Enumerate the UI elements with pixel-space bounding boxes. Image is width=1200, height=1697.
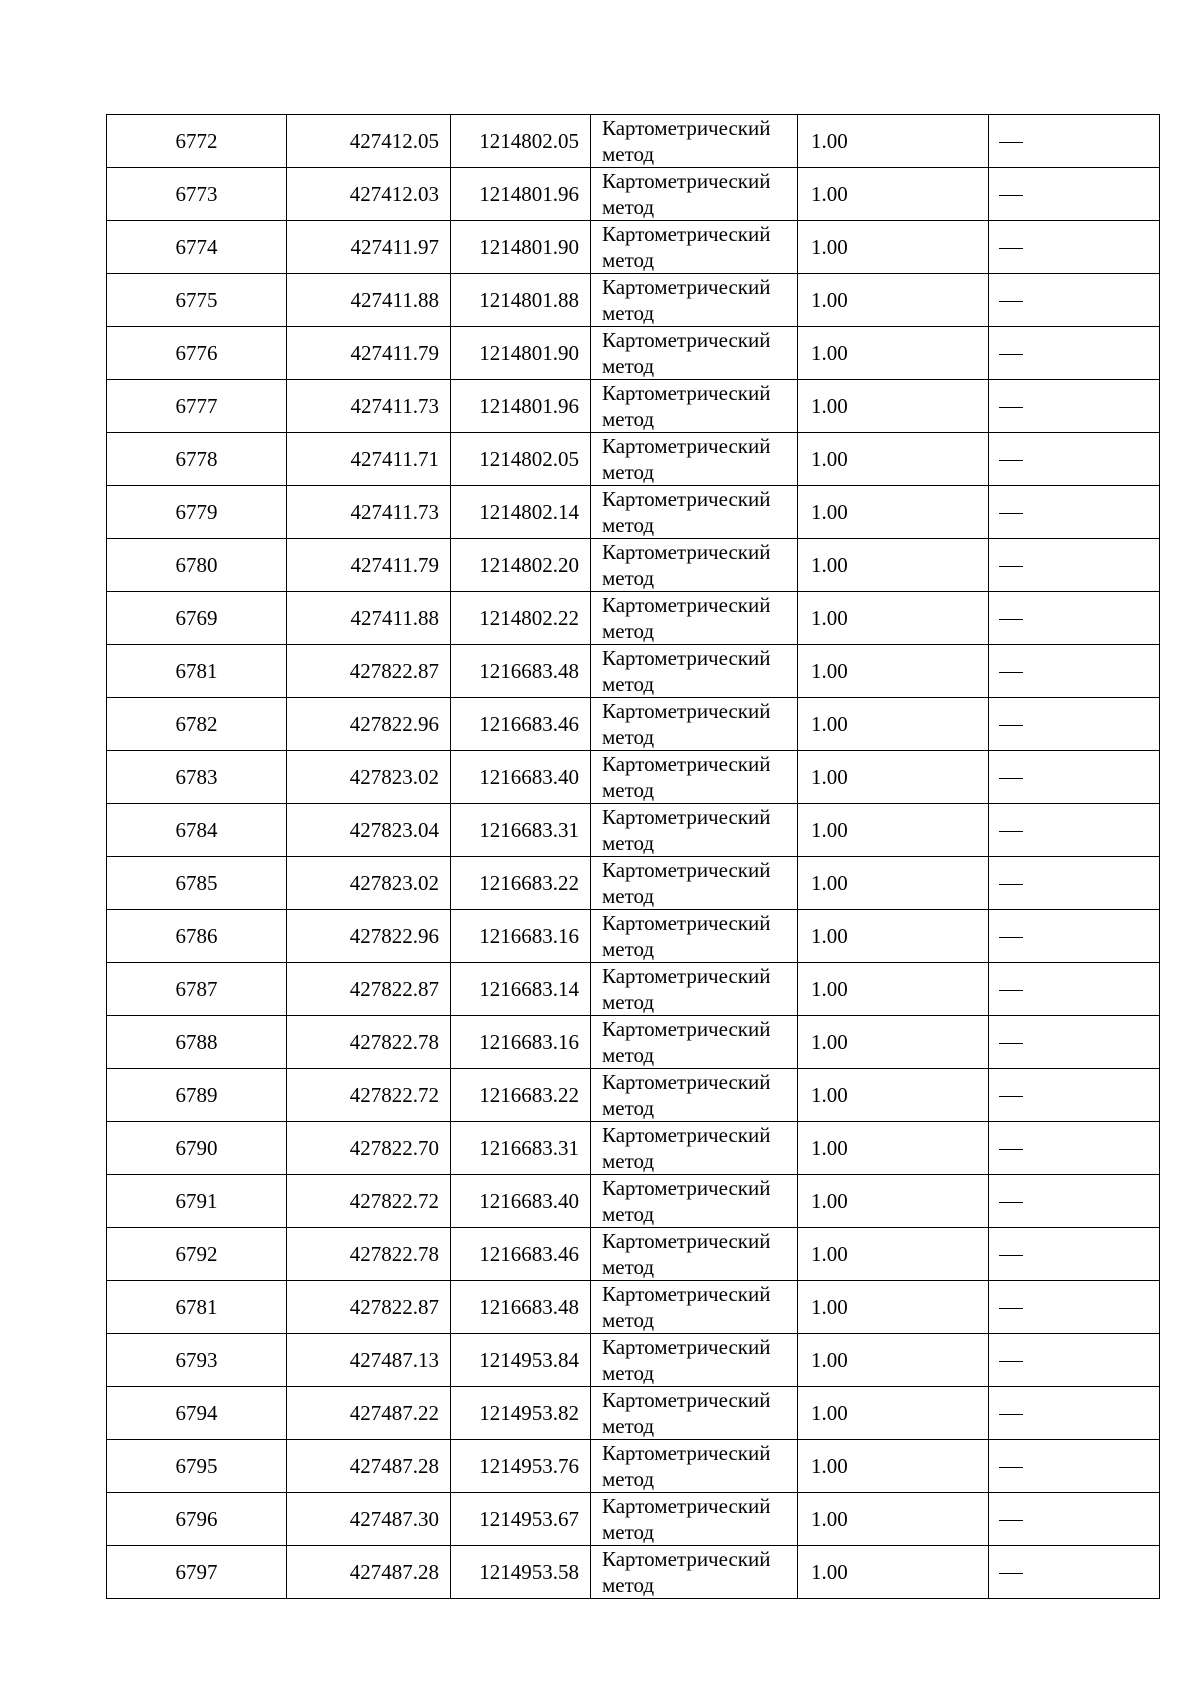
accuracy-cell: 1.00 [798, 1546, 989, 1599]
method-cell [591, 857, 798, 910]
x-coordinate-cell: 427822.96 [287, 910, 451, 963]
point-number-cell: 6789 [107, 1069, 287, 1122]
x-coordinate-cell: 427411.88 [287, 274, 451, 327]
method-line-1: Картометрический [602, 222, 771, 246]
description-cell [989, 221, 1160, 274]
method-line-1: Картометрический [602, 593, 771, 617]
dash-mark [999, 354, 1023, 355]
method-line-2: метод [602, 513, 655, 537]
accuracy-cell: 1.00 [798, 380, 989, 433]
point-number-cell: 6788 [107, 1016, 287, 1069]
x-coordinate-cell: 427822.72 [287, 1175, 451, 1228]
point-number-cell: 6785 [107, 857, 287, 910]
method-line-2: метод [602, 778, 655, 802]
x-coordinate-cell: 427822.70 [287, 1122, 451, 1175]
table-row [107, 698, 1160, 751]
description-cell [989, 1016, 1160, 1069]
accuracy-cell: 1.00 [798, 1493, 989, 1546]
method-line-1: Картометрический [602, 699, 771, 723]
table-row [107, 963, 1160, 1016]
method-line-2: метод [602, 884, 655, 908]
accuracy-cell: 1.00 [798, 539, 989, 592]
dash-mark [999, 672, 1023, 673]
method-cell [591, 539, 798, 592]
x-coordinate-cell: 427411.73 [287, 486, 451, 539]
y-coordinate-cell: 1216683.16 [451, 910, 591, 963]
method-line-2: метод [602, 1149, 655, 1173]
table-row [107, 115, 1160, 168]
dash-mark [999, 1043, 1023, 1044]
method-line-1: Картометрический [602, 1176, 771, 1200]
method-cell [591, 645, 798, 698]
dash-mark [999, 195, 1023, 196]
y-coordinate-cell: 1216683.31 [451, 1122, 591, 1175]
accuracy-cell: 1.00 [798, 221, 989, 274]
description-cell [989, 274, 1160, 327]
accuracy-cell: 1.00 [798, 751, 989, 804]
method-cell [591, 1281, 798, 1334]
method-line-1: Картометрический [602, 434, 771, 458]
method-line-2: метод [602, 1573, 655, 1597]
y-coordinate-cell: 1214802.14 [451, 486, 591, 539]
point-number-cell: 6782 [107, 698, 287, 751]
method-cell [591, 1069, 798, 1122]
table-row [107, 1440, 1160, 1493]
y-coordinate-cell: 1216683.31 [451, 804, 591, 857]
dash-mark [999, 407, 1023, 408]
method-cell [591, 1122, 798, 1175]
description-cell [989, 539, 1160, 592]
description-cell [989, 857, 1160, 910]
method-cell [591, 1493, 798, 1546]
description-cell [989, 1387, 1160, 1440]
accuracy-cell: 1.00 [798, 592, 989, 645]
description-cell [989, 963, 1160, 1016]
description-cell [989, 433, 1160, 486]
table-body [107, 115, 1160, 1599]
y-coordinate-cell: 1216683.14 [451, 963, 591, 1016]
accuracy-cell: 1.00 [798, 645, 989, 698]
method-cell [591, 1175, 798, 1228]
point-number-cell: 6774 [107, 221, 287, 274]
method-cell [591, 1016, 798, 1069]
method-line-2: метод [602, 672, 655, 696]
y-coordinate-cell: 1214953.84 [451, 1334, 591, 1387]
table-row [107, 592, 1160, 645]
method-line-2: метод [602, 619, 655, 643]
accuracy-cell: 1.00 [798, 1281, 989, 1334]
method-line-1: Картометрический [602, 911, 771, 935]
table-row [107, 1122, 1160, 1175]
point-number-cell: 6778 [107, 433, 287, 486]
dash-mark [999, 248, 1023, 249]
dash-mark [999, 990, 1023, 991]
y-coordinate-cell: 1214953.76 [451, 1440, 591, 1493]
point-number-cell: 6777 [107, 380, 287, 433]
x-coordinate-cell: 427412.03 [287, 168, 451, 221]
description-cell [989, 115, 1160, 168]
y-coordinate-cell: 1214801.96 [451, 380, 591, 433]
description-cell [989, 804, 1160, 857]
x-coordinate-cell: 427487.28 [287, 1440, 451, 1493]
table-row [107, 1016, 1160, 1069]
method-cell [591, 168, 798, 221]
dash-mark [999, 460, 1023, 461]
point-number-cell: 6786 [107, 910, 287, 963]
x-coordinate-cell: 427411.97 [287, 221, 451, 274]
x-coordinate-cell: 427822.87 [287, 1281, 451, 1334]
dash-mark [999, 1149, 1023, 1150]
coordinates-table [106, 114, 1160, 1599]
description-cell [989, 910, 1160, 963]
accuracy-cell: 1.00 [798, 1069, 989, 1122]
dash-mark [999, 142, 1023, 143]
accuracy-cell: 1.00 [798, 168, 989, 221]
y-coordinate-cell: 1214801.96 [451, 168, 591, 221]
method-line-2: метод [602, 1255, 655, 1279]
method-line-2: метод [602, 1096, 655, 1120]
method-line-1: Картометрический [602, 487, 771, 511]
method-line-2: метод [602, 195, 655, 219]
method-cell [591, 380, 798, 433]
point-number-cell: 6772 [107, 115, 287, 168]
y-coordinate-cell: 1216683.16 [451, 1016, 591, 1069]
description-cell [989, 1334, 1160, 1387]
x-coordinate-cell: 427411.88 [287, 592, 451, 645]
method-cell [591, 327, 798, 380]
point-number-cell: 6795 [107, 1440, 287, 1493]
accuracy-cell: 1.00 [798, 1387, 989, 1440]
method-line-2: метод [602, 354, 655, 378]
dash-mark [999, 778, 1023, 779]
accuracy-cell: 1.00 [798, 910, 989, 963]
method-line-2: метод [602, 1308, 655, 1332]
x-coordinate-cell: 427487.28 [287, 1546, 451, 1599]
dash-mark [999, 1255, 1023, 1256]
x-coordinate-cell: 427411.71 [287, 433, 451, 486]
description-cell [989, 1546, 1160, 1599]
description-cell [989, 1122, 1160, 1175]
point-number-cell: 6787 [107, 963, 287, 1016]
x-coordinate-cell: 427822.72 [287, 1069, 451, 1122]
method-line-1: Картометрический [602, 1123, 771, 1147]
x-coordinate-cell: 427822.87 [287, 963, 451, 1016]
description-cell [989, 1493, 1160, 1546]
point-number-cell: 6783 [107, 751, 287, 804]
table-row [107, 804, 1160, 857]
point-number-cell: 6794 [107, 1387, 287, 1440]
method-line-2: метод [602, 407, 655, 431]
method-cell [591, 1387, 798, 1440]
table-row [107, 1546, 1160, 1599]
method-line-1: Картометрический [602, 275, 771, 299]
description-cell [989, 168, 1160, 221]
y-coordinate-cell: 1214953.58 [451, 1546, 591, 1599]
method-line-1: Картометрический [602, 964, 771, 988]
accuracy-cell: 1.00 [798, 698, 989, 751]
method-line-2: метод [602, 1467, 655, 1491]
x-coordinate-cell: 427411.79 [287, 539, 451, 592]
method-line-2: метод [602, 1414, 655, 1438]
y-coordinate-cell: 1214801.90 [451, 221, 591, 274]
y-coordinate-cell: 1216683.48 [451, 1281, 591, 1334]
method-line-1: Картометрический [602, 805, 771, 829]
method-line-1: Картометрический [602, 116, 771, 140]
dash-mark [999, 1573, 1023, 1574]
method-line-1: Картометрический [602, 381, 771, 405]
description-cell [989, 1228, 1160, 1281]
table-row [107, 327, 1160, 380]
method-cell [591, 1334, 798, 1387]
method-cell [591, 274, 798, 327]
description-cell [989, 1281, 1160, 1334]
dash-mark [999, 1520, 1023, 1521]
y-coordinate-cell: 1214801.90 [451, 327, 591, 380]
method-line-2: метод [602, 566, 655, 590]
x-coordinate-cell: 427822.78 [287, 1016, 451, 1069]
method-line-1: Картометрический [602, 1441, 771, 1465]
point-number-cell: 6790 [107, 1122, 287, 1175]
table-row [107, 433, 1160, 486]
accuracy-cell: 1.00 [798, 1122, 989, 1175]
accuracy-cell: 1.00 [798, 486, 989, 539]
y-coordinate-cell: 1216683.22 [451, 857, 591, 910]
method-line-1: Картометрический [602, 646, 771, 670]
method-line-2: метод [602, 937, 655, 961]
dash-mark [999, 1467, 1023, 1468]
y-coordinate-cell: 1214802.20 [451, 539, 591, 592]
table-row [107, 1228, 1160, 1281]
description-cell [989, 1175, 1160, 1228]
method-cell [591, 1228, 798, 1281]
accuracy-cell: 1.00 [798, 1228, 989, 1281]
x-coordinate-cell: 427823.04 [287, 804, 451, 857]
method-line-2: метод [602, 1520, 655, 1544]
table-row [107, 645, 1160, 698]
dash-mark [999, 725, 1023, 726]
table-row [107, 1493, 1160, 1546]
point-number-cell: 6769 [107, 592, 287, 645]
y-coordinate-cell: 1214802.05 [451, 433, 591, 486]
point-number-cell: 6792 [107, 1228, 287, 1281]
y-coordinate-cell: 1214953.67 [451, 1493, 591, 1546]
method-line-1: Картометрический [602, 1282, 771, 1306]
accuracy-cell: 1.00 [798, 804, 989, 857]
dash-mark [999, 301, 1023, 302]
dash-mark [999, 513, 1023, 514]
method-line-1: Картометрический [602, 1388, 771, 1412]
x-coordinate-cell: 427822.96 [287, 698, 451, 751]
y-coordinate-cell: 1216683.22 [451, 1069, 591, 1122]
y-coordinate-cell: 1214801.88 [451, 274, 591, 327]
table-row [107, 1281, 1160, 1334]
method-line-1: Картометрический [602, 1547, 771, 1571]
dash-mark [999, 1361, 1023, 1362]
x-coordinate-cell: 427411.73 [287, 380, 451, 433]
method-cell [591, 221, 798, 274]
table-row [107, 751, 1160, 804]
description-cell [989, 380, 1160, 433]
point-number-cell: 6776 [107, 327, 287, 380]
dash-mark [999, 619, 1023, 620]
method-cell [591, 910, 798, 963]
method-line-2: метод [602, 725, 655, 749]
table-row [107, 857, 1160, 910]
accuracy-cell: 1.00 [798, 1440, 989, 1493]
point-number-cell: 6781 [107, 645, 287, 698]
method-line-1: Картометрический [602, 1494, 771, 1518]
method-cell [591, 698, 798, 751]
method-line-1: Картометрический [602, 1017, 771, 1041]
point-number-cell: 6781 [107, 1281, 287, 1334]
accuracy-cell: 1.00 [798, 1175, 989, 1228]
method-cell [591, 1546, 798, 1599]
method-line-1: Картометрический [602, 328, 771, 352]
point-number-cell: 6784 [107, 804, 287, 857]
point-number-cell: 6793 [107, 1334, 287, 1387]
y-coordinate-cell: 1216683.46 [451, 698, 591, 751]
method-line-2: метод [602, 1202, 655, 1226]
x-coordinate-cell: 427412.05 [287, 115, 451, 168]
dash-mark [999, 937, 1023, 938]
y-coordinate-cell: 1216683.48 [451, 645, 591, 698]
accuracy-cell: 1.00 [798, 433, 989, 486]
description-cell [989, 592, 1160, 645]
method-line-1: Картометрический [602, 858, 771, 882]
table-row [107, 486, 1160, 539]
table-row [107, 1334, 1160, 1387]
description-cell [989, 327, 1160, 380]
accuracy-cell: 1.00 [798, 857, 989, 910]
accuracy-cell: 1.00 [798, 1334, 989, 1387]
x-coordinate-cell: 427411.79 [287, 327, 451, 380]
dash-mark [999, 1202, 1023, 1203]
point-number-cell: 6773 [107, 168, 287, 221]
accuracy-cell: 1.00 [798, 274, 989, 327]
y-coordinate-cell: 1214802.22 [451, 592, 591, 645]
method-line-1: Картометрический [602, 752, 771, 776]
point-number-cell: 6780 [107, 539, 287, 592]
table-row [107, 274, 1160, 327]
dash-mark [999, 566, 1023, 567]
method-line-2: метод [602, 1361, 655, 1385]
description-cell [989, 698, 1160, 751]
point-number-cell: 6775 [107, 274, 287, 327]
y-coordinate-cell: 1214953.82 [451, 1387, 591, 1440]
point-number-cell: 6779 [107, 486, 287, 539]
dash-mark [999, 831, 1023, 832]
y-coordinate-cell: 1216683.40 [451, 751, 591, 804]
x-coordinate-cell: 427822.78 [287, 1228, 451, 1281]
accuracy-cell: 1.00 [798, 115, 989, 168]
table-row [107, 380, 1160, 433]
y-coordinate-cell: 1214802.05 [451, 115, 591, 168]
dash-mark [999, 1308, 1023, 1309]
method-line-2: метод [602, 831, 655, 855]
dash-mark [999, 1096, 1023, 1097]
accuracy-cell: 1.00 [798, 963, 989, 1016]
method-cell [591, 115, 798, 168]
table-row [107, 168, 1160, 221]
table-row [107, 539, 1160, 592]
description-cell [989, 645, 1160, 698]
method-cell [591, 433, 798, 486]
method-line-2: метод [602, 460, 655, 484]
point-number-cell: 6796 [107, 1493, 287, 1546]
method-line-1: Картометрический [602, 540, 771, 564]
method-line-1: Картометрический [602, 1229, 771, 1253]
description-cell [989, 486, 1160, 539]
method-cell [591, 592, 798, 645]
dash-mark [999, 1414, 1023, 1415]
table-row [107, 910, 1160, 963]
x-coordinate-cell: 427487.30 [287, 1493, 451, 1546]
method-line-2: метод [602, 1043, 655, 1067]
dash-mark [999, 884, 1023, 885]
y-coordinate-cell: 1216683.46 [451, 1228, 591, 1281]
point-number-cell: 6797 [107, 1546, 287, 1599]
description-cell [989, 751, 1160, 804]
x-coordinate-cell: 427822.87 [287, 645, 451, 698]
point-number-cell: 6791 [107, 1175, 287, 1228]
method-line-1: Картометрический [602, 1335, 771, 1359]
method-line-1: Картометрический [602, 1070, 771, 1094]
x-coordinate-cell: 427487.13 [287, 1334, 451, 1387]
method-cell [591, 751, 798, 804]
method-line-1: Картометрический [602, 169, 771, 193]
x-coordinate-cell: 427823.02 [287, 751, 451, 804]
description-cell [989, 1069, 1160, 1122]
method-cell [591, 1440, 798, 1493]
table-row [107, 1387, 1160, 1440]
method-cell [591, 804, 798, 857]
table-row [107, 1175, 1160, 1228]
description-cell [989, 1440, 1160, 1493]
table-row [107, 221, 1160, 274]
x-coordinate-cell: 427823.02 [287, 857, 451, 910]
method-cell [591, 963, 798, 1016]
accuracy-cell: 1.00 [798, 1016, 989, 1069]
method-cell [591, 486, 798, 539]
table-row [107, 1069, 1160, 1122]
y-coordinate-cell: 1216683.40 [451, 1175, 591, 1228]
method-line-2: метод [602, 990, 655, 1014]
accuracy-cell: 1.00 [798, 327, 989, 380]
method-line-2: метод [602, 142, 655, 166]
x-coordinate-cell: 427487.22 [287, 1387, 451, 1440]
method-line-2: метод [602, 301, 655, 325]
method-line-2: метод [602, 248, 655, 272]
